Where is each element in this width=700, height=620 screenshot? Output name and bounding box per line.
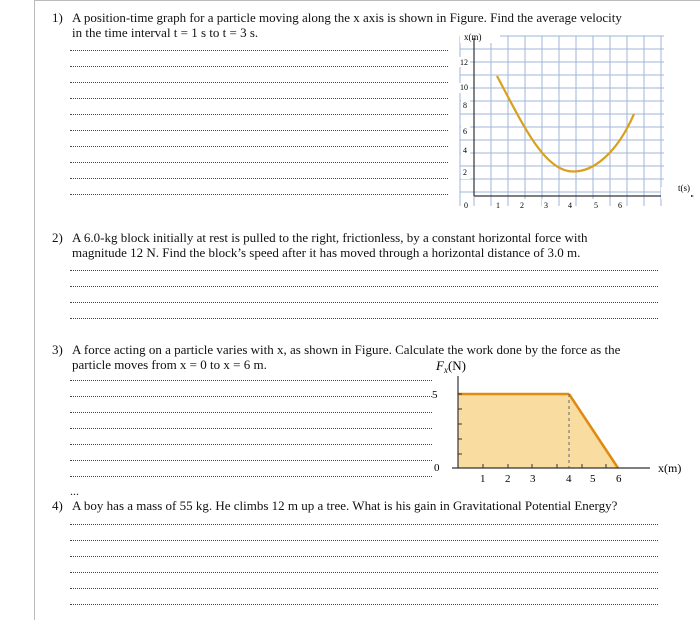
answer-line <box>70 524 658 526</box>
graph2-y-axis-label: $F_x(N)$ <box>436 358 466 375</box>
ellipsis: ... <box>70 484 79 498</box>
question-4-number: 4) <box>52 498 63 513</box>
graph2-xtick-3: 3 <box>530 473 536 485</box>
answer-line <box>70 604 658 606</box>
answer-line <box>70 318 658 320</box>
answer-line <box>70 82 448 84</box>
answer-line <box>70 66 448 68</box>
graph1-ytick-8: 8 <box>463 101 467 110</box>
answer-line <box>70 286 658 288</box>
answer-line <box>70 302 658 304</box>
question-1-line-2: in the time interval t = 1 s to t = 3 s. <box>72 25 259 40</box>
answer-line <box>70 412 432 414</box>
question-3-number: 3) <box>52 342 63 357</box>
question-1-number: 1) <box>52 10 63 25</box>
answer-line <box>70 162 448 164</box>
page-border-top <box>34 0 700 1</box>
answer-line <box>70 380 432 382</box>
question-4-line-1: A boy has a mass of 55 kg. He climbs 12 m up a tree. What is his gain in Gravitational Potential Energy? <box>72 498 618 513</box>
page-border-left <box>34 0 35 620</box>
graph1-xtick-4: 4 <box>568 201 572 210</box>
answer-line <box>70 540 658 542</box>
graph2-xtick-6: 6 <box>616 473 622 485</box>
question-3-line-2: particle moves from x = 0 to x = 6 m. <box>72 357 267 372</box>
graph1-ytick-4: 4 <box>463 146 467 155</box>
graph1-x-axis-label: t(s) <box>678 183 690 193</box>
answer-line <box>70 114 448 116</box>
question-4 <box>52 498 692 514</box>
graph2-ytick-5: 5 <box>432 389 438 401</box>
graph2-x-axis-label: x(m) <box>658 461 682 475</box>
question-2-line-1: A 6.0-kg block initially at rest is pulled to the right, frictionless, by a constant horizontal force with <box>72 230 588 245</box>
answer-line <box>70 444 432 446</box>
answer-line <box>70 130 448 132</box>
answer-line <box>70 50 448 52</box>
answer-line <box>70 476 432 478</box>
answer-line <box>70 98 448 100</box>
answer-line <box>70 556 658 558</box>
force-position-graph <box>422 354 698 488</box>
answer-line <box>70 270 658 272</box>
graph1-origin: 0 <box>464 201 468 210</box>
question-1-line-1: A position-time graph for a particle moving along the x axis is shown in Figure. Find the average velocity <box>72 10 622 25</box>
graph1-y-axis-label: x(m) <box>464 32 482 42</box>
graph1-xtick-1: 1 <box>496 201 500 210</box>
answer-line <box>70 572 658 574</box>
graph1-xtick-2: 2 <box>520 201 524 210</box>
graph1-ytick-2: 2 <box>463 168 467 177</box>
graph1-x-ticks <box>462 199 625 210</box>
graph1-xtick-5: 5 <box>594 201 598 210</box>
question-2-line-2: magnitude 12 N. Find the block’s speed after it has moved through a horizontal distance of 3.0 m. <box>72 245 581 260</box>
graph1-ytick-12: 12 <box>460 58 468 67</box>
graph1-ytick-10: 10 <box>460 83 468 92</box>
graph2-xtick-1: 1 <box>480 473 486 485</box>
graph2-origin: 0 <box>434 462 440 474</box>
answer-line <box>70 178 448 180</box>
position-time-graph <box>452 28 698 214</box>
graph2-xtick-4: 4 <box>566 473 572 485</box>
question-3-line-1: A force acting on a particle varies with x, as shown in Figure. Calculate the work done by the force as the <box>72 342 621 357</box>
graph1-xtick-6: 6 <box>618 201 622 210</box>
question-2 <box>52 230 692 262</box>
answer-line <box>70 396 432 398</box>
graph1-ytick-6: 6 <box>463 127 467 136</box>
answer-line <box>70 460 432 462</box>
answer-line <box>70 194 448 196</box>
answer-line <box>70 146 448 148</box>
answer-line <box>70 588 658 590</box>
question-2-number: 2) <box>52 230 63 245</box>
graph1-grid <box>460 36 664 206</box>
graph2-xtick-2: 2 <box>505 473 511 485</box>
graph1-curve <box>497 76 634 171</box>
graph1-xtick-3: 3 <box>544 201 548 210</box>
answer-line <box>70 428 432 430</box>
graph2-xtick-5: 5 <box>590 473 596 485</box>
